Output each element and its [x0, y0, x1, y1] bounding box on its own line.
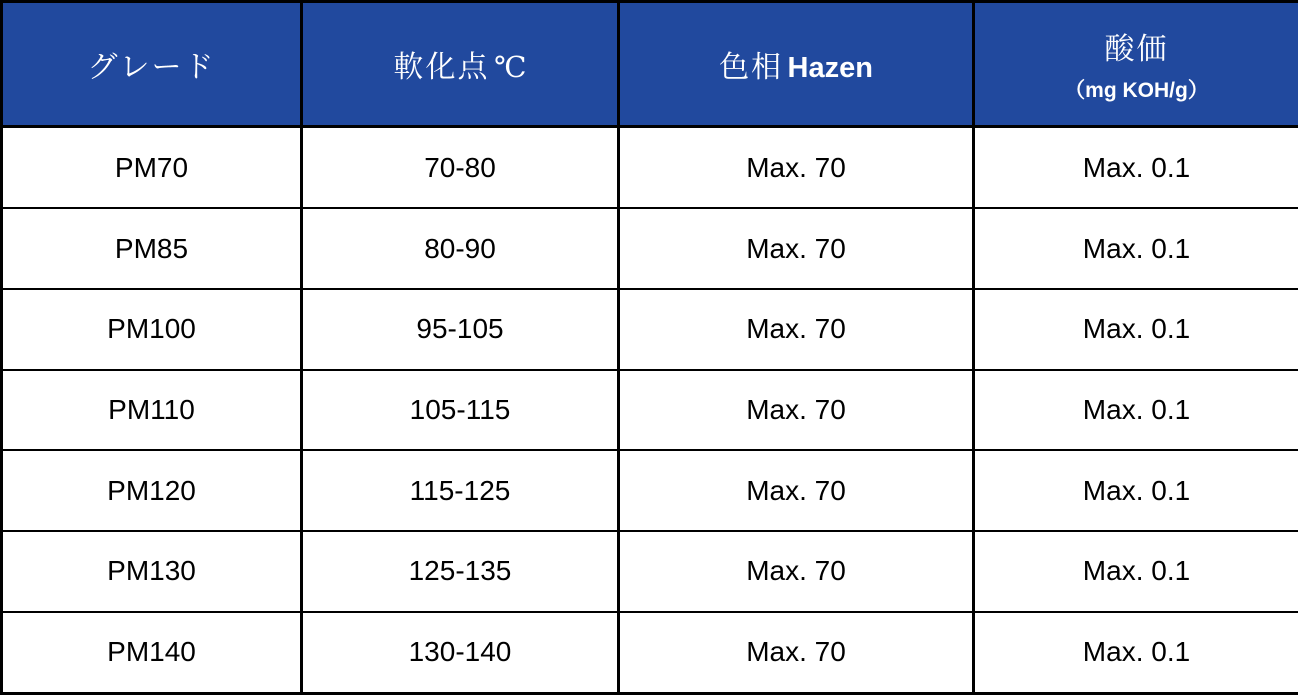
table-row: [2, 612, 1298, 694]
cell-grade: PM70: [2, 127, 302, 209]
cell-hue: Max. 70: [619, 531, 974, 612]
cell-grade: PM120: [2, 450, 302, 531]
cell-acid-value: Max. 0.1: [974, 208, 1298, 289]
cell-softening-point: 125-135: [302, 531, 619, 612]
header-row: [2, 2, 1298, 127]
cell-hue: Max. 70: [619, 127, 974, 209]
cell-softening-point: 105-115: [302, 370, 619, 451]
cell-acid-value: Max. 0.1: [974, 612, 1298, 694]
cell-grade: PM110: [2, 370, 302, 451]
cell-hue: Max. 70: [619, 208, 974, 289]
header-softening-unit: ℃: [494, 52, 527, 84]
table-body: [2, 127, 1298, 694]
header-hue-label: 色相: [719, 51, 784, 84]
cell-acid-value: Max. 0.1: [974, 289, 1298, 370]
header-cell-grade: [2, 2, 302, 127]
header-grade-label: グレード: [87, 51, 216, 84]
header-cell-acid-value: [974, 2, 1298, 127]
cell-acid-value: Max. 0.1: [974, 127, 1298, 209]
table-row: [2, 289, 1298, 370]
table-row: [2, 370, 1298, 451]
cell-grade: PM140: [2, 612, 302, 694]
cell-acid-value: Max. 0.1: [974, 370, 1298, 451]
table-row: [2, 208, 1298, 289]
cell-acid-value: Max. 0.1: [974, 531, 1298, 612]
header-cell-softening-point: [302, 2, 619, 127]
cell-hue: Max. 70: [619, 289, 974, 370]
table-row: [2, 127, 1298, 209]
header-cell-hue: [619, 2, 974, 127]
table-row: [2, 450, 1298, 531]
cell-softening-point: 115-125: [302, 450, 619, 531]
cell-hue: Max. 70: [619, 612, 974, 694]
header-hue-scale: Hazen: [787, 52, 873, 84]
cell-softening-point: 130-140: [302, 612, 619, 694]
header-softening-label: 軟化点: [393, 51, 490, 84]
cell-softening-point: 80-90: [302, 208, 619, 289]
header-acid-unit: （mg KOH/g）: [1064, 79, 1209, 102]
cell-acid-value: Max. 0.1: [974, 450, 1298, 531]
cell-grade: PM100: [2, 289, 302, 370]
header-acid-label: 酸価: [1104, 33, 1169, 66]
cell-softening-point: 95-105: [302, 289, 619, 370]
cell-grade: PM85: [2, 208, 302, 289]
table-row: [2, 531, 1298, 612]
cell-hue: Max. 70: [619, 370, 974, 451]
table-header: [2, 2, 1298, 127]
cell-grade: PM130: [2, 531, 302, 612]
cell-hue: Max. 70: [619, 450, 974, 531]
cell-softening-point: 70-80: [302, 127, 619, 209]
